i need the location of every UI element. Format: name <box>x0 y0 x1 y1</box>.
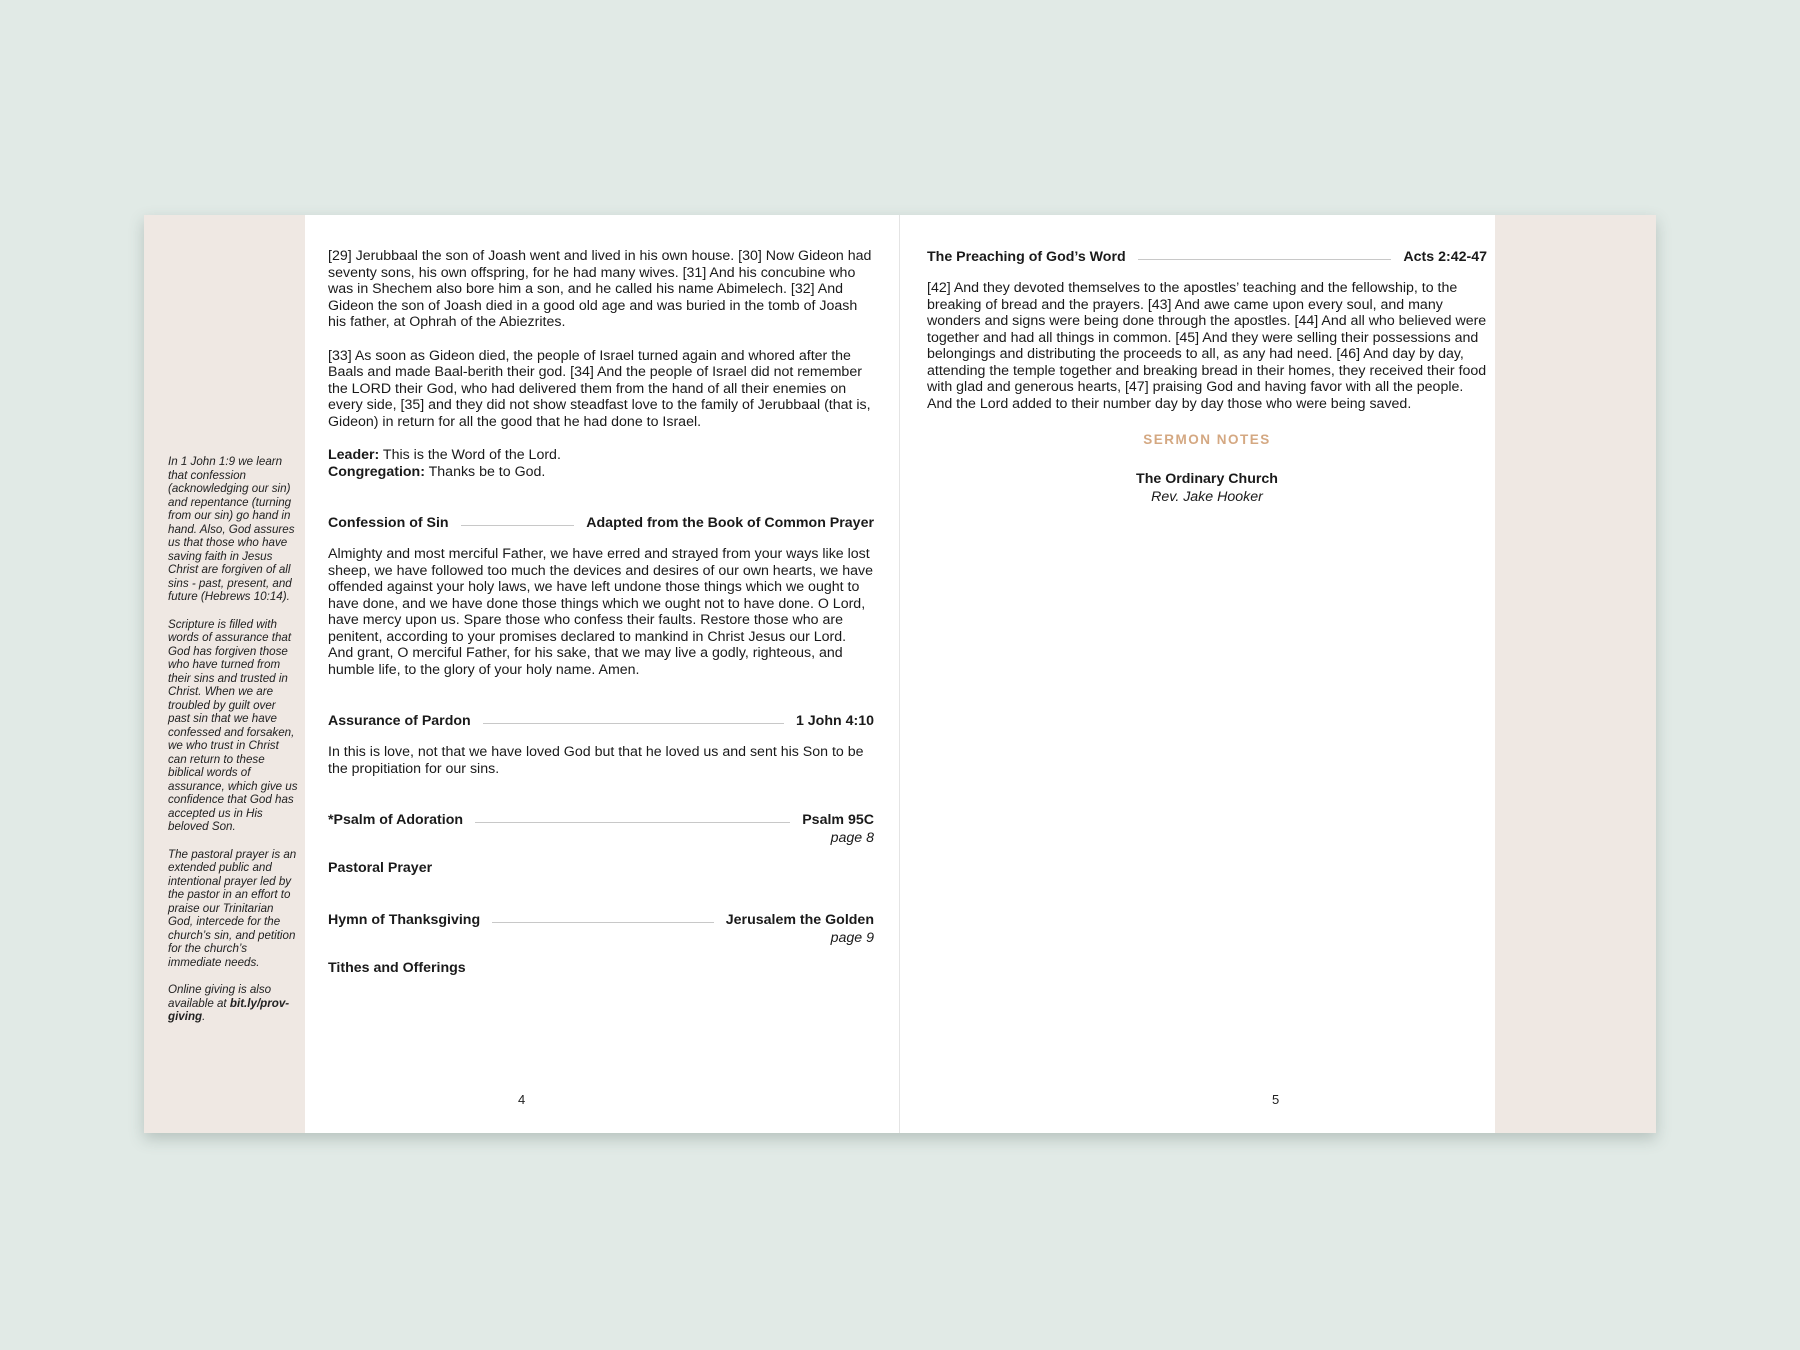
sidenotes <box>168 455 300 1038</box>
heading-rule <box>475 822 790 823</box>
bulletin-spread <box>144 215 1656 1133</box>
leader-label: Leader: <box>328 447 380 463</box>
preaching-heading <box>927 248 1487 266</box>
psalm-title: *Psalm of Adoration <box>328 812 464 828</box>
confession-ref: Adapted from the Book of Common Prayer <box>586 515 874 531</box>
heading-rule <box>492 922 714 923</box>
tithes-heading: Tithes and Offerings <box>328 960 466 976</box>
psalm-heading <box>328 811 874 829</box>
hymn-ref: Jerusalem the Golden <box>725 912 874 928</box>
page-4-content <box>328 248 874 977</box>
preaching-text: [42] And they devoted themselves to the apostles’ teaching and the fellowship, to the breaking of bread and the prayers. [43] And awe came upon every soul, and many wonders and signs were being done through the apostles. [44] And all who believed were together and had all things in common. [45] And they were selling their possessions and belongings and distributing the proceeds to all, as any had need. [46] And day by day, attending the temple together and breaking bread in their homes, they received their food with glad and generous hearts, [47] praising God and having favor with all the people. And the Lord added to their number day by day those who were being saved. <box>927 280 1487 412</box>
pastoral-prayer-heading: Pastoral Prayer <box>328 860 433 876</box>
hymn-page: page 9 <box>830 930 874 946</box>
psalm-ref: Psalm 95C <box>802 812 874 828</box>
leader-text: This is the Word of the Lord. <box>379 447 561 463</box>
preaching-ref: Acts 2:42-47 <box>1403 249 1487 265</box>
page-5-content <box>927 248 1487 506</box>
page-number: 5 <box>1272 1092 1280 1107</box>
pardon-heading <box>328 712 874 730</box>
heading-rule <box>1138 259 1392 260</box>
sermon-notes-label: SERMON NOTES <box>1143 432 1271 447</box>
heading-rule <box>461 525 575 526</box>
scripture-paragraph: [33] As soon as Gideon died, the people of Israel turned again and whored after the Baals and made Baal-berith their god. [34] And the people of Israel did not remember the LORD their God, who had delivered them from the hand of all their enemies on every side, [35] and they did not show steadfast love to the family of Jerubbaal (that is, Gideon) in return for all the good that he had done to Israel. <box>328 347 871 430</box>
page-5 <box>900 215 1495 1133</box>
confession-title: Confession of Sin <box>328 515 449 531</box>
pardon-title: Assurance of Pardon <box>328 713 471 729</box>
scripture-paragraph: [29] Jerubbaal the son of Joash went and lived in his own house. [30] Now Gideon had seventy sons, his own offspring, for he had many wives. [31] And his concubine who was in Shechem also bore him a son, and he called his name Abimelech. [32] And Gideon the son of Joash died in a good old age and was buried in the tomb of Joash his father, at Ophrah of the Abiezrites. <box>328 248 872 330</box>
giving-link[interactable]: bit.ly/prov-giving <box>168 996 290 1023</box>
hymn-heading <box>328 911 874 929</box>
pardon-ref: 1 John 4:10 <box>795 713 874 729</box>
sidenote-giving <box>168 983 300 1024</box>
confession-text: Almighty and most merciful Father, we have erred and strayed from your ways like lost sheep, we have followed too much the devices and desires of our own hearts, we have offended against your holy laws, we have left undone those things which we ought to have done, and we have done those things which we ought not to have done. O Lord, have mercy upon us. Spare those who confess their faults. Restore those who are penitent, according to your promises declared to mankind in Christ Jesus our Lord. And grant, O merciful Father, for his sake, that we may live a godly, righteous, and humble life, to the glory of your holy name. Amen. <box>328 546 873 678</box>
congregation-text: Thanks be to God. <box>424 463 546 480</box>
sidenote-assurance: Scripture is filled with words of assurance that God has forgiven those who have turned from their sins and trusted in Christ. When we are troubled by guilt over past sin that we have confessed and forsaken, we who trust in Christ can return to these biblical words of assurance, which give us confidence that God has accepted us in His beloved Son. <box>168 617 298 833</box>
left-margin-panel <box>144 215 305 1133</box>
right-margin-panel <box>1495 215 1656 1133</box>
pardon-text: In this is love, not that we have loved God but that he loved us and sent his Son to be the propitiation for our sins. <box>328 744 864 777</box>
giving-prefix: Online giving is also available at <box>168 983 272 1010</box>
page-number: 4 <box>518 1092 526 1107</box>
page-4 <box>305 215 900 1133</box>
hymn-title: Hymn of Thanksgiving <box>328 912 481 928</box>
giving-suffix: . <box>202 1010 206 1023</box>
sidenote-confession: In 1 John 1:9 we learn that confession (acknowledging our sin) and repentance (turning from our sin) go hand in hand. Also, God assures us that those who have saving faith in Jesus Christ are forgiven of all sins - past, present, and future (Hebrews 10:14). <box>168 455 295 603</box>
psalm-page: page 8 <box>830 830 874 846</box>
preaching-title: The Preaching of God’s Word <box>927 249 1126 265</box>
confession-heading <box>328 514 874 532</box>
sermon-speaker: Rev. Jake Hooker <box>1151 489 1263 505</box>
leader-response <box>328 447 874 464</box>
sermon-title: The Ordinary Church <box>1136 470 1278 487</box>
heading-rule <box>483 723 784 724</box>
congregation-label: Congregation: <box>328 463 425 480</box>
congregation-response <box>328 464 874 481</box>
sidenote-pastoral-prayer: The pastoral prayer is an extended public and intentional prayer led by the pastor in an effort to praise our Trinitarian God, intercede for the church’s sin, and petition for the church’s immediate needs. <box>168 847 297 969</box>
